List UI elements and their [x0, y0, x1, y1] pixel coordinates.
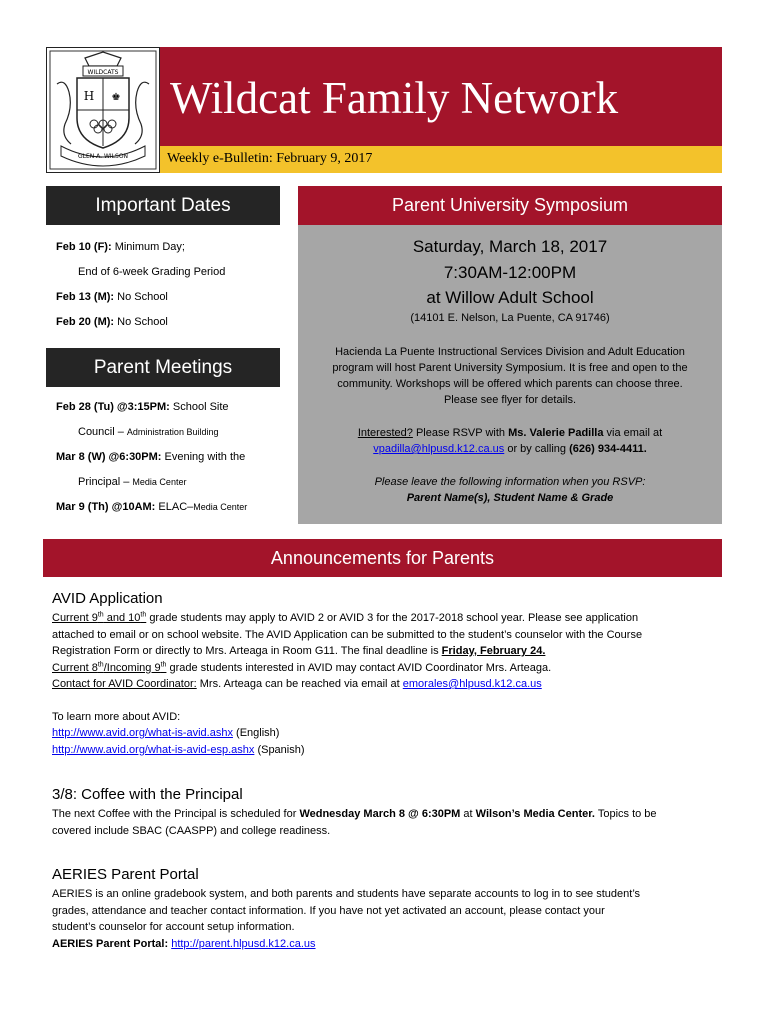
crest-icon	[47, 48, 159, 172]
symposium-panel	[298, 225, 722, 524]
rsvp-phone: (626) 934-4411.	[569, 443, 647, 455]
symposium-place: at Willow Adult School	[426, 288, 594, 307]
svg-text:♚: ♚	[111, 92, 121, 103]
symposium-heading: Parent University Symposium	[298, 186, 722, 225]
avid-english-link[interactable]: http://www.avid.org/what-is-avid.ashx	[52, 727, 233, 739]
bulletin-bar	[160, 146, 722, 173]
avid-deadline: Friday, February 24.	[441, 645, 546, 657]
list-item: Mar 8 (W) @6:30PM: Evening with the	[56, 451, 246, 463]
announcements-heading: Announcements for Parents	[43, 539, 722, 577]
list-item: Feb 20 (M): No School	[56, 316, 168, 328]
coffee-body: The next Coffee with the Principal is scheduled for Wednesday March 8 @ 6:30PM at Wilson’s Media Center. Topics to be covered include SBAC (CAASPP) and college readiness.	[52, 808, 657, 837]
avid-spanish-link[interactable]: http://www.avid.org/what-is-avid-esp.ashx	[52, 743, 255, 756]
list-item: Feb 28 (Tu) @3:15PM: School Site	[56, 401, 229, 413]
list-item: Mar 9 (Th) @10AM: ELAC–Media Center	[56, 501, 248, 513]
svg-text:WILDCATS: WILDCATS	[87, 69, 119, 76]
list-item: Council – Administration Building	[78, 426, 219, 438]
symposium-desc-line: Please see flyer for details.	[443, 394, 577, 406]
svg-text:H: H	[83, 89, 95, 103]
parent-meetings-heading: Parent Meetings	[46, 348, 280, 387]
important-dates-list	[56, 239, 282, 339]
svg-text:GLEN A. WILSON: GLEN A. WILSON	[77, 153, 129, 160]
symposium-desc-line: community. Workshops will be offered which parents can choose three.	[337, 378, 683, 390]
avid-coordinator-email-link[interactable]: emorales@hlpusd.k12.ca.us	[402, 678, 542, 690]
symposium-desc-line: program will host Parent University Symposium. It is free and open to the	[332, 362, 688, 374]
rsvp-line: Interested? Please RSVP with Ms. Valerie Padilla via email at	[357, 427, 663, 439]
symposium-address: (14101 E. Nelson, La Puente, CA 91746)	[410, 312, 610, 324]
list-item: Principal – Media Center	[78, 476, 187, 488]
parent-meetings-list	[56, 399, 282, 524]
symposium-date: Saturday, March 18, 2017	[412, 237, 608, 256]
header-banner	[160, 47, 722, 146]
rsvp-contact-line: vpadilla@hlpusd.k12.ca.us or by calling (626) 934-4411.	[373, 443, 647, 455]
rsvp-email-link[interactable]: vpadilla@hlpusd.k12.ca.us	[373, 443, 505, 455]
aeries-body: AERIES is an online gradebook system, and both parents and students have separate accounts to log in to see student’s grades, attendance and teacher contact information. If you have not yet activated an account, please contact your student’s counselor for account setup information. AERIES Parent Portal: http://parent.hlpusd.k12.ca.us	[52, 888, 641, 950]
symposium-time: 7:30AM-12:00PM	[443, 263, 577, 282]
symposium-desc-line: Hacienda La Puente Instructional Services Division and Adult Education	[335, 346, 685, 358]
avid-title: AVID Application	[52, 590, 163, 607]
list-item: End of 6-week Grading Period	[78, 266, 226, 278]
coffee-title: 3/8: Coffee with the Principal	[52, 786, 243, 803]
bulletin-date: Weekly e-Bulletin: February 9, 2017	[167, 151, 373, 166]
important-dates-heading: Important Dates	[46, 186, 280, 225]
rsvp-note-fields: Parent Name(s), Student Name & Grade	[406, 492, 614, 504]
page-title: Wildcat Family Network	[170, 73, 619, 123]
aeries-title: AERIES Parent Portal	[52, 866, 199, 883]
avid-body: Current 9th and 10th grade students may apply to AVID 2 or AVID 3 for the 2017-2018 school year. Please see application attached to email or on school website. The AVID Application can be submitted to the student’s counselor with the Course Registration Form or directly to Mrs. Arteaga in Room G11. The final deadline is Friday, February 24. Current 8th/Incoming 9th grade students interested in AVID may contact AVID Coordinator Mrs. Arteaga. Contact for AVID Coordinator: Mrs. Arteaga can be reached via email at emorales@hlpusd.k12.ca.us To learn more about AVID: http://www.avid.org/what-is-avid.ashx (English) http://www.avid.org/what-is-avid-esp.ashx (Spanish)	[52, 611, 643, 756]
school-crest-logo	[46, 47, 160, 173]
list-item: Feb 10 (F): Minimum Day;	[56, 241, 185, 253]
list-item: Feb 13 (M): No School	[56, 291, 168, 303]
rsvp-note: Please leave the following information when you RSVP:	[374, 476, 646, 488]
aeries-portal-link[interactable]: http://parent.hlpusd.k12.ca.us	[171, 937, 316, 950]
